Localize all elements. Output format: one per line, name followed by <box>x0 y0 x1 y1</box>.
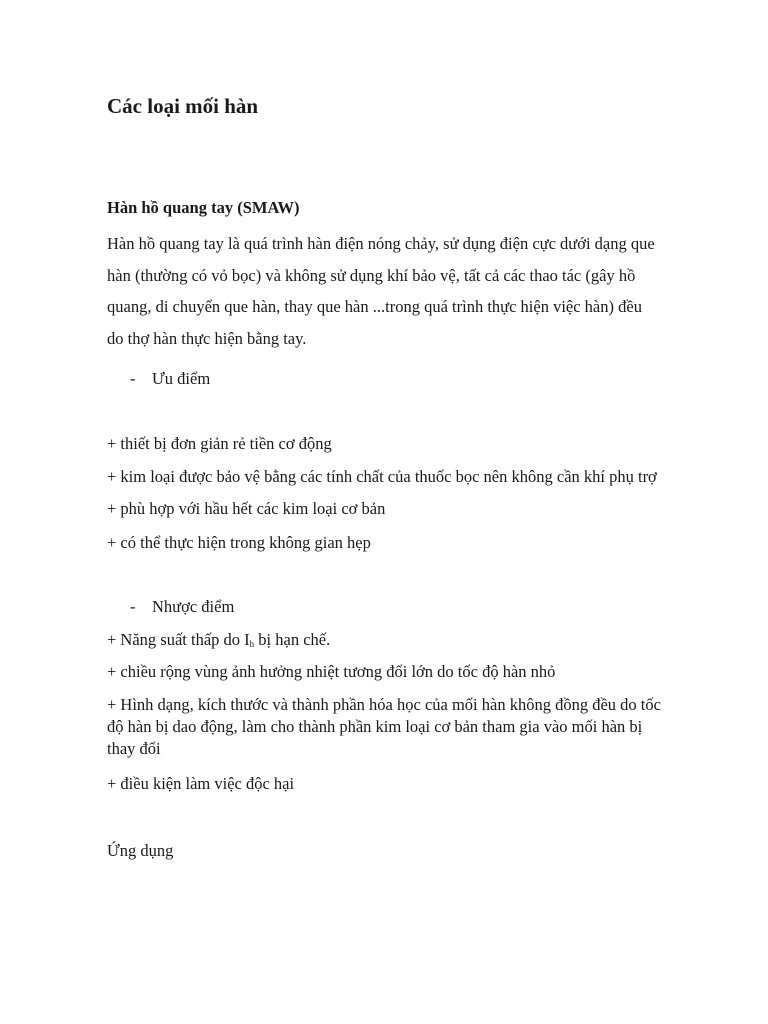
section-heading: Hàn hồ quang tay (SMAW) <box>107 198 300 217</box>
disadvantage-line: độ hàn bị dao động, làm cho thành phần kim loại cơ bản tham gia vào mối hàn bị <box>107 717 643 736</box>
disadvantage-item <box>107 629 330 655</box>
advantage-item: + có thể thực hiện trong không gian hẹp <box>107 533 371 552</box>
intro-paragraph <box>107 228 697 354</box>
applications-heading: Ứng dụng <box>107 841 174 860</box>
disadvantage-text: + Năng suất thấp do I <box>107 630 250 649</box>
intro-line: do thợ hàn thực hiện bằng tay. <box>107 328 307 348</box>
disadvantages-subheading <box>130 596 234 618</box>
bullet-dash: - <box>130 597 136 616</box>
intro-line: quang, di chuyển que hàn, thay que hàn ...trong quá trình thực hiện việc hàn) đều <box>107 297 642 316</box>
disadvantage-line: thay đổi <box>107 739 161 758</box>
advantage-item: + kim loại được bảo vệ bằng các tính chất của thuốc bọc nên không cần khí phụ trợ <box>107 467 657 486</box>
disadvantages-label: Nhược điểm <box>152 597 235 616</box>
advantages-subheading <box>130 368 210 390</box>
disadvantage-item: + chiều rộng vùng ảnh hưởng nhiệt tương đối lớn do tốc độ hàn nhỏ <box>107 662 556 681</box>
subscript-h: h <box>249 639 255 649</box>
page-title: Các loại mối hàn <box>107 94 259 118</box>
bullet-dash: - <box>130 369 136 388</box>
disadvantage-item <box>107 694 661 760</box>
disadvantage-item: + điều kiện làm việc độc hại <box>107 774 295 793</box>
intro-line: Hàn hồ quang tay là quá trình hàn điện nóng chảy, sử dụng điện cực dưới dạng que <box>107 234 655 253</box>
advantage-item: + thiết bị đơn giản rẻ tiền cơ động <box>107 434 332 453</box>
disadvantage-text: bị hạn chế. <box>254 630 331 649</box>
advantage-item: + phù hợp với hầu hết các kim loại cơ bản <box>107 499 386 518</box>
advantages-label: Ưu điểm <box>152 369 211 388</box>
intro-line: hàn (thường có vỏ bọc) và không sử dụng khí bảo vệ, tất cả các thao tác (gây hồ <box>107 265 636 285</box>
disadvantage-line: + Hình dạng, kích thước và thành phần hóa học của mối hàn không đồng đều do tốc <box>107 695 661 714</box>
